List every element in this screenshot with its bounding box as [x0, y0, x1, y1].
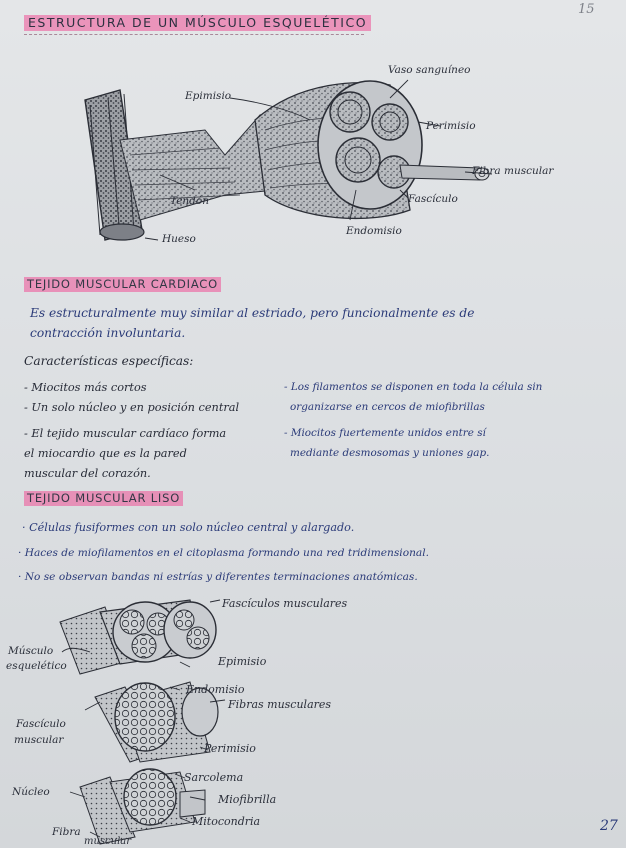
smooth-item-2: · Haces de miofilamentos en el citoplasma formando una red tridimensional.: [18, 547, 429, 559]
label-esqueletico: esquelético: [6, 660, 67, 672]
label-endomisio: Endomisio: [346, 225, 402, 237]
label-fasciculos-musculares: Fascículos musculares: [222, 597, 348, 610]
label-hueso: Hueso: [162, 233, 196, 245]
label-musculo: Músculo: [8, 645, 54, 657]
heading-cardiac-muscle: TEJIDO MUSCULAR CARDIACO: [24, 277, 221, 292]
label-mitocondria: Mitocondria: [192, 815, 261, 828]
cardiac-right-item-2: organizarse en cercos de miofibrillas: [290, 401, 485, 413]
label-fibra-muscular-2: muscular: [84, 836, 132, 847]
heading-smooth-muscle: TEJIDO MUSCULAR LISO: [24, 491, 183, 506]
page-number-top: 15: [578, 2, 595, 17]
label-muscular: muscular: [14, 734, 64, 746]
cardiac-left-item-1: - Miocitos más cortos: [24, 381, 147, 394]
cardiac-right-item-3: - Miocitos fuertemente unidos entre sí: [284, 427, 486, 439]
label-epimisio: Epimisio: [185, 90, 232, 102]
label-fibra: Fibra: [52, 826, 81, 838]
label-miofibrilla: Miofibrilla: [218, 793, 277, 806]
cardiac-intro-line-1: Es estructuralmente muy similar al estriado, pero funcionalmente es de: [30, 306, 475, 320]
page-number-bottom: 27: [600, 818, 618, 834]
cardiac-left-item-3: - El tejido muscular cardíaco forma: [24, 427, 227, 440]
label-perimisio-2: Perimisio: [204, 742, 256, 755]
cardiac-characteristics-heading: Características específicas:: [24, 354, 194, 368]
label-vaso-sanguineo: Vaso sanguíneo: [388, 64, 471, 76]
label-fasciculo-2: Fascículo: [16, 718, 66, 730]
cardiac-right-item-1: - Los filamentos se disponen en toda la célula sin: [284, 381, 543, 393]
label-fasciculo: Fascículo: [408, 193, 458, 205]
label-sarcolema: Sarcolema: [184, 771, 244, 784]
label-fibras-musculares: Fibras musculares: [228, 698, 332, 711]
cardiac-intro-line-2: contracción involuntaria.: [30, 326, 186, 340]
muscle-hierarchy-diagram: [40, 592, 340, 848]
label-epimisio-2: Epimisio: [218, 655, 267, 668]
label-tendon: Tendón: [170, 195, 209, 207]
title-underline: [24, 34, 364, 36]
page-title: ESTRUCTURA DE UN MÚSCULO ESQUELÉTICO: [24, 15, 371, 31]
label-endomisio-2: Endomisio: [186, 683, 245, 696]
label-fibra-muscular: Fibra muscular: [472, 165, 554, 177]
cardiac-left-item-4: el miocardio que es la pared: [24, 447, 187, 460]
cardiac-right-item-4: mediante desmosomas y uniones gap.: [290, 447, 490, 459]
label-perimisio: Perimisio: [426, 120, 476, 132]
skeletal-muscle-diagram: [60, 60, 560, 260]
cardiac-left-item-5: muscular del corazón.: [24, 467, 151, 480]
label-nucleo: Núcleo: [12, 786, 50, 798]
smooth-item-3: · No se observan bandas ni estrías y diferentes terminaciones anatómicas.: [18, 571, 418, 583]
cardiac-left-item-2: - Un solo núcleo y en posición central: [24, 401, 240, 414]
smooth-item-1: · Células fusiformes con un solo núcleo central y alargado.: [22, 521, 355, 534]
